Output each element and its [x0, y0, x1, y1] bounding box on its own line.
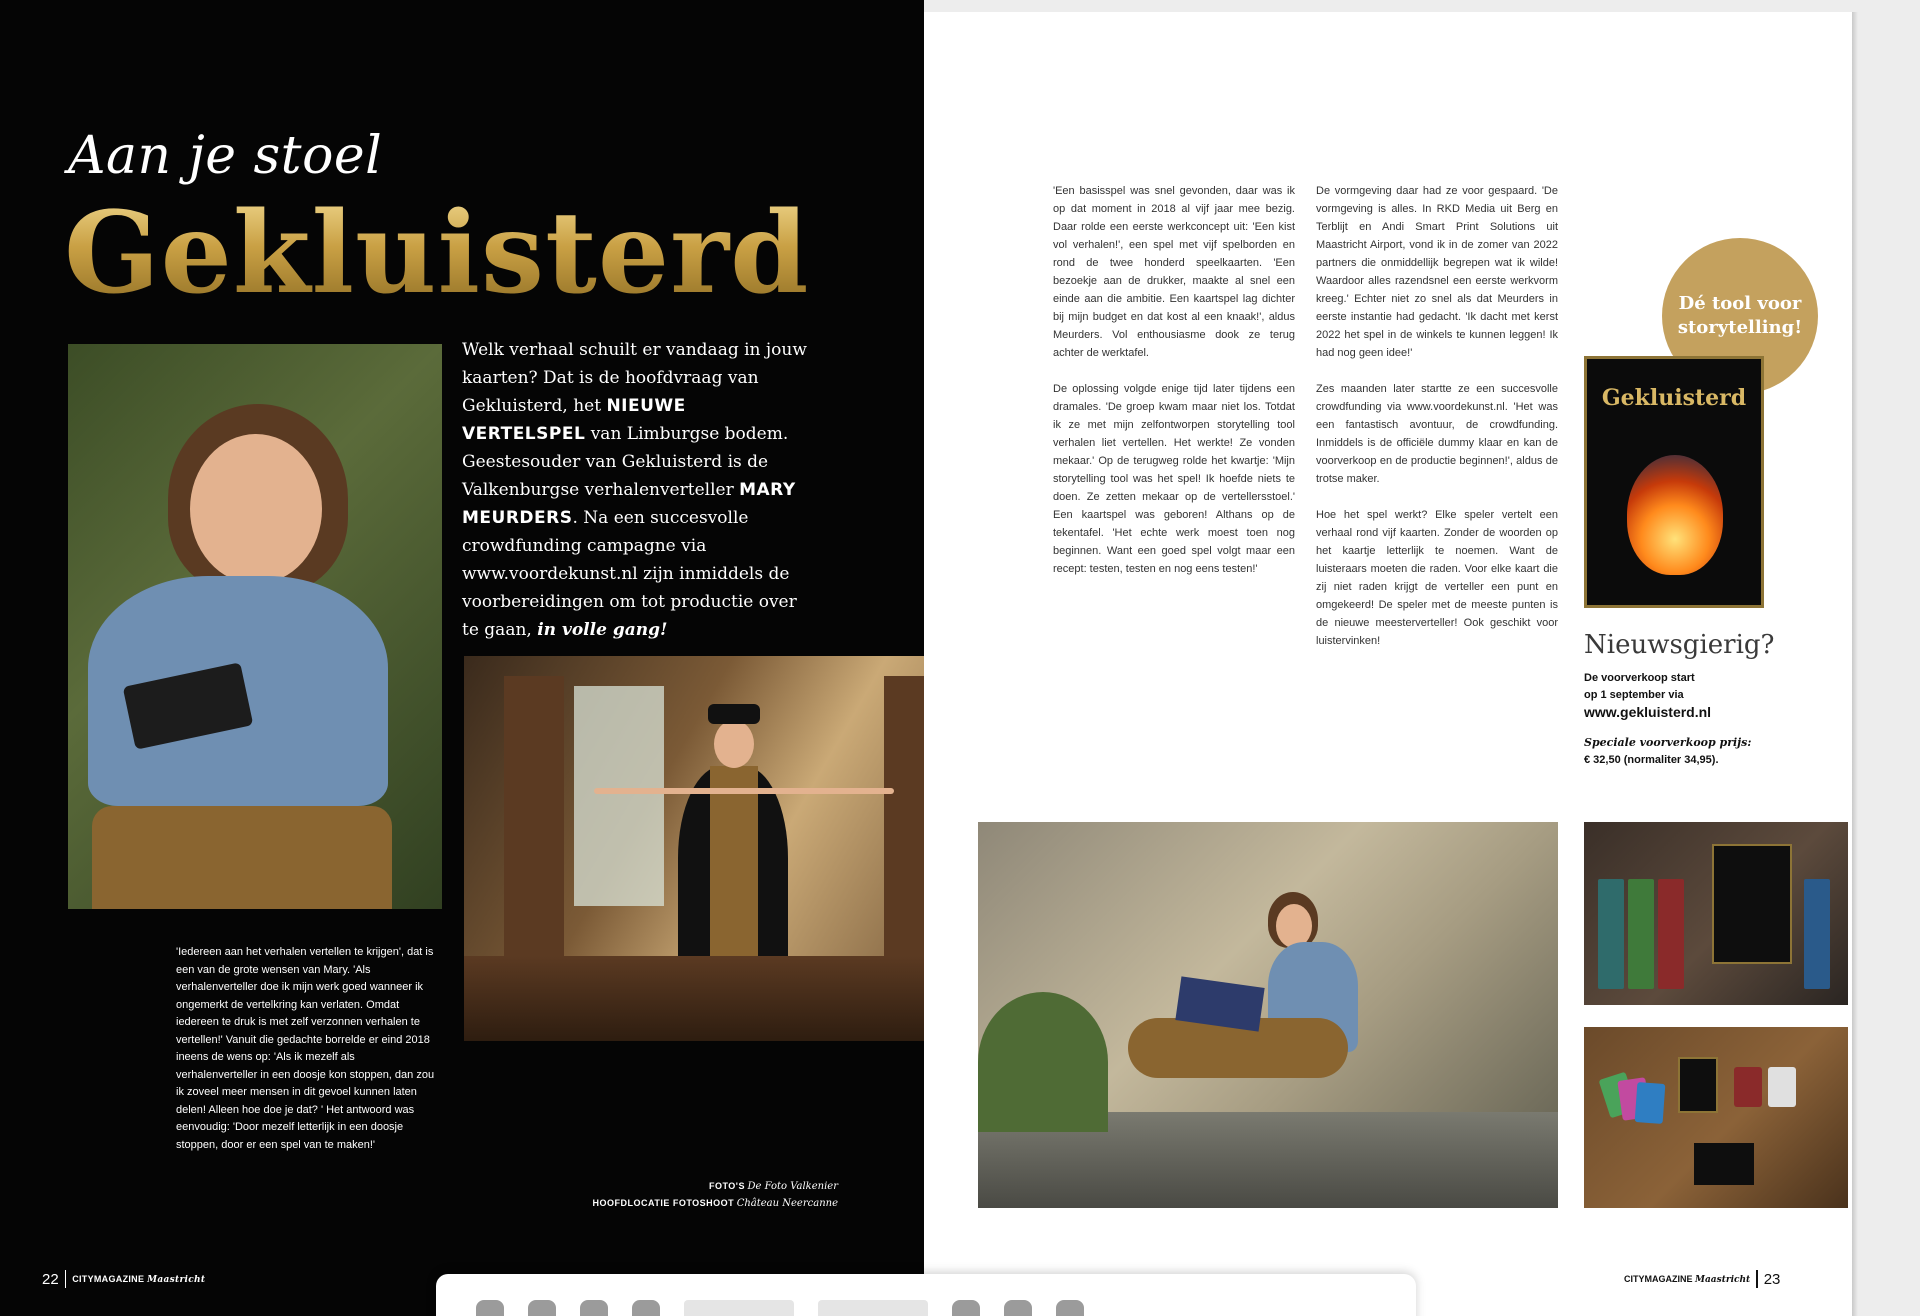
toolbar-tab[interactable] — [684, 1300, 794, 1316]
photo-credits — [560, 1178, 838, 1212]
card — [1635, 1082, 1666, 1124]
folio-divider — [65, 1270, 67, 1288]
toolbar-button[interactable] — [580, 1300, 608, 1316]
game-box-image — [1584, 356, 1764, 608]
article-intro — [462, 336, 812, 644]
folio-brand-name-right: CITYMAGAZINE — [1624, 1273, 1693, 1284]
fire-icon — [1627, 455, 1723, 575]
product-photo-2 — [1584, 1027, 1848, 1208]
paragraph: De vormgeving daar had ze voor gespaard. 'De vormgeving is alles. In RKD Media uit Berg en Terblijt en Andi Smart Print Solutions uit Maastricht Airport, vond ik in de zomer van 2022 partners die onmiddellijk begrepen wat ik wilde! Waardoor alles razendsnel een eerste werkvorm kreeg.' Echter niet zo snel als dat Meurders in eerste instantie had gedacht. 'Ik dacht met kerst 2022 het spel in de winkels te kunnen leggen! Ik had nog geen idee!' — [1316, 185, 1558, 359]
card — [1768, 1067, 1796, 1107]
folio-brand-name-left: CITYMAGAZINE — [72, 1273, 145, 1284]
plants — [978, 992, 1108, 1132]
portrait-trousers — [92, 806, 392, 909]
intro-strong-2a: MARY — [739, 480, 796, 500]
window-left — [574, 686, 664, 906]
price-label: Speciale voorverkoop prijs: — [1584, 736, 1752, 749]
article-column-2 — [1316, 182, 1558, 650]
preorder-info — [1584, 670, 1834, 721]
article-quote: 'Iedereen aan het verhalen vertellen te krijgen', dat is een van de grote wensen van Mary. 'Als verhalenverteller doe ik mijn werk goed wanneer ik ongemerkt de vertelkring kan verlaten. Omdat iedereen te druk is met zelf verzonnen verhalen te vertellen!' Vanuit die gedachte borrelde er eind 2018 ineens de wens op: 'Als ik mezelf als verhalenverteller in een doosje kon stoppen, dan zou ik zoveel meer mensen in dit gevoel kunnen laten delen! Alleen hoe doe je dat? ' Het antwoord was eenvoudig: 'Door mezelf letterlijk in een doosje stoppen, door er een spel van te maken!' — [176, 946, 435, 1151]
folio-city-left: Maastricht — [147, 1274, 206, 1285]
portrait-photo — [68, 344, 442, 909]
preorder-line-2: op 1 september via — [1584, 689, 1684, 701]
promo-badge: Dé tool voor storytelling! — [1662, 238, 1818, 394]
toolbar-button[interactable] — [476, 1300, 504, 1316]
outstretched-arms — [594, 788, 894, 794]
product-photo-1 — [1584, 822, 1848, 1005]
folio-brand-right — [1624, 1274, 1750, 1285]
toolbar-button[interactable] — [632, 1300, 660, 1316]
page-number-right: 23 — [1763, 1270, 1781, 1288]
toolbar-tab[interactable] — [818, 1300, 928, 1316]
folio-left — [42, 1270, 205, 1288]
folio-divider — [1756, 1270, 1758, 1288]
article-column-1 — [1053, 182, 1295, 578]
toolbar-button[interactable] — [528, 1300, 556, 1316]
toolbar-button[interactable] — [1004, 1300, 1032, 1316]
paragraph: De oplossing volgde enige tijd later tijdens een dramales. 'De groep kwam maar niet los. Totdat ik ze met mijn zelfontworpen storytelling tool verhalen liet vertellen. Het werkte! Ze vonden mekaar.' Op de terugweg rolde het kwartje: 'Mijn storytelling tool was het spel! Ik hoefde niets te doen. Ze zetten mekaar op de vertellersstoel.' Een kaartspel was geboren! Althans op de tekentafel. 'Het echte werk moest toen nog beginnen. Want een goed spel volgt maar een recept: testen, testen en nog eens testen!' — [1053, 383, 1295, 575]
credit-label-photos: FOTO'S — [708, 1181, 745, 1191]
page-number-left: 22 — [42, 1270, 59, 1288]
paragraph: 'Een basisspel was snel gevonden, daar was ik op dat moment in 2018 al vijf jaar mee bezig. Daar rolde een eerste werkconcept uit: 'Een kist vol verhalen!', een spel met vijf spelborden en rond de twee honderd speelkaarten. 'Een bezoekje aan de drukker, maakte al snel een einde aan die ambitie. Een kaartspel lag dichter bij mijn budget en dat kost al een knaak!', aldus Meurders. Vol enthousiasme dook ze terug achter de werktafel. — [1053, 185, 1295, 359]
intro-emphasis: in volle gang! — [537, 620, 668, 640]
price-info — [1584, 734, 1834, 769]
viewer-toolbar — [436, 1274, 1416, 1316]
paragraph: Hoe het spel werkt? Elke speler vertelt een verhaal rond vijf kaarten. Zonder de woorden op het kaartje letterlijk te noemen. Want de luisteraars moeten die raden. Voor elke kaart die zij niet raden krijgt de verteller een punt en omgekeerd! De speler met de meeste punten is de nieuwe meesterverteller! Ook geschikt voor luistervinken! — [1316, 509, 1558, 647]
card-deck — [1804, 879, 1830, 989]
card — [1734, 1067, 1762, 1107]
price-value: € 32,50 (normaliter 34,95). — [1584, 754, 1719, 766]
intro-text-1: Welk verhaal schuilt er vandaag in jouw kaarten? Dat is de hoofdvraag van Gekluisterd, het — [462, 340, 807, 416]
reading-photo — [978, 822, 1558, 1208]
intro-text-3: . Na een succesvolle crowdfunding campagne via www.voordekunst.nl zijn inmiddels de voorbereidingen om tot productie over te gaan, — [462, 508, 797, 640]
storyteller-face — [714, 720, 754, 768]
game-box-thumbnail — [1678, 1057, 1718, 1113]
toolbar-button[interactable] — [1056, 1300, 1084, 1316]
card-deck — [1658, 879, 1684, 989]
paragraph: Zes maanden later startte ze een succesvolle crowdfunding via www.voordekunst.nl. 'Het was een fantastisch avontuur, de crowdfunding. Inmiddels is de officiële dummy klaar en kan de voorverkoop en de productie beginnen!', aldus de trotse maker. — [1316, 383, 1558, 485]
intro-strong-1b: VERTELSPEL — [462, 424, 586, 444]
credit-label-location: HOOFDLOCATIE FOTOSHOOT — [592, 1198, 735, 1208]
website-link[interactable]: www.gekluisterd.nl — [1584, 704, 1712, 720]
toolbar-button[interactable] — [952, 1300, 980, 1316]
intro-strong-2b: MEURDERS — [462, 508, 573, 528]
preorder-line-1: De voorverkoop start — [1584, 672, 1695, 684]
portrait-face — [190, 434, 322, 584]
card-deck — [1598, 879, 1624, 989]
folio-right — [1624, 1270, 1780, 1288]
card — [1694, 1143, 1754, 1185]
article-headline: Gekluisterd — [64, 188, 810, 319]
card-deck — [1628, 879, 1654, 989]
sidebar-heading: Nieuwsgierig? — [1584, 630, 1775, 660]
article-kicker: Aan je stoel — [68, 126, 383, 186]
intro-strong-1a: NIEUWE — [606, 396, 686, 416]
game-box-thumbnail — [1712, 844, 1792, 964]
credit-value-photos: De Foto Valkenier — [747, 1181, 838, 1192]
folio-brand-left — [72, 1274, 205, 1285]
game-box-title: Gekluisterd — [1601, 385, 1747, 411]
hat-icon — [708, 704, 760, 724]
credit-value-location: Château Neercanne — [736, 1198, 838, 1209]
folio-city-right: Maastricht — [1695, 1274, 1751, 1285]
page-shadow — [1852, 12, 1858, 1316]
intro-text-2: van Limburgse bodem. Geestesouder van Gekluisterd is de Valkenburgse verhalenverteller — [462, 424, 789, 500]
